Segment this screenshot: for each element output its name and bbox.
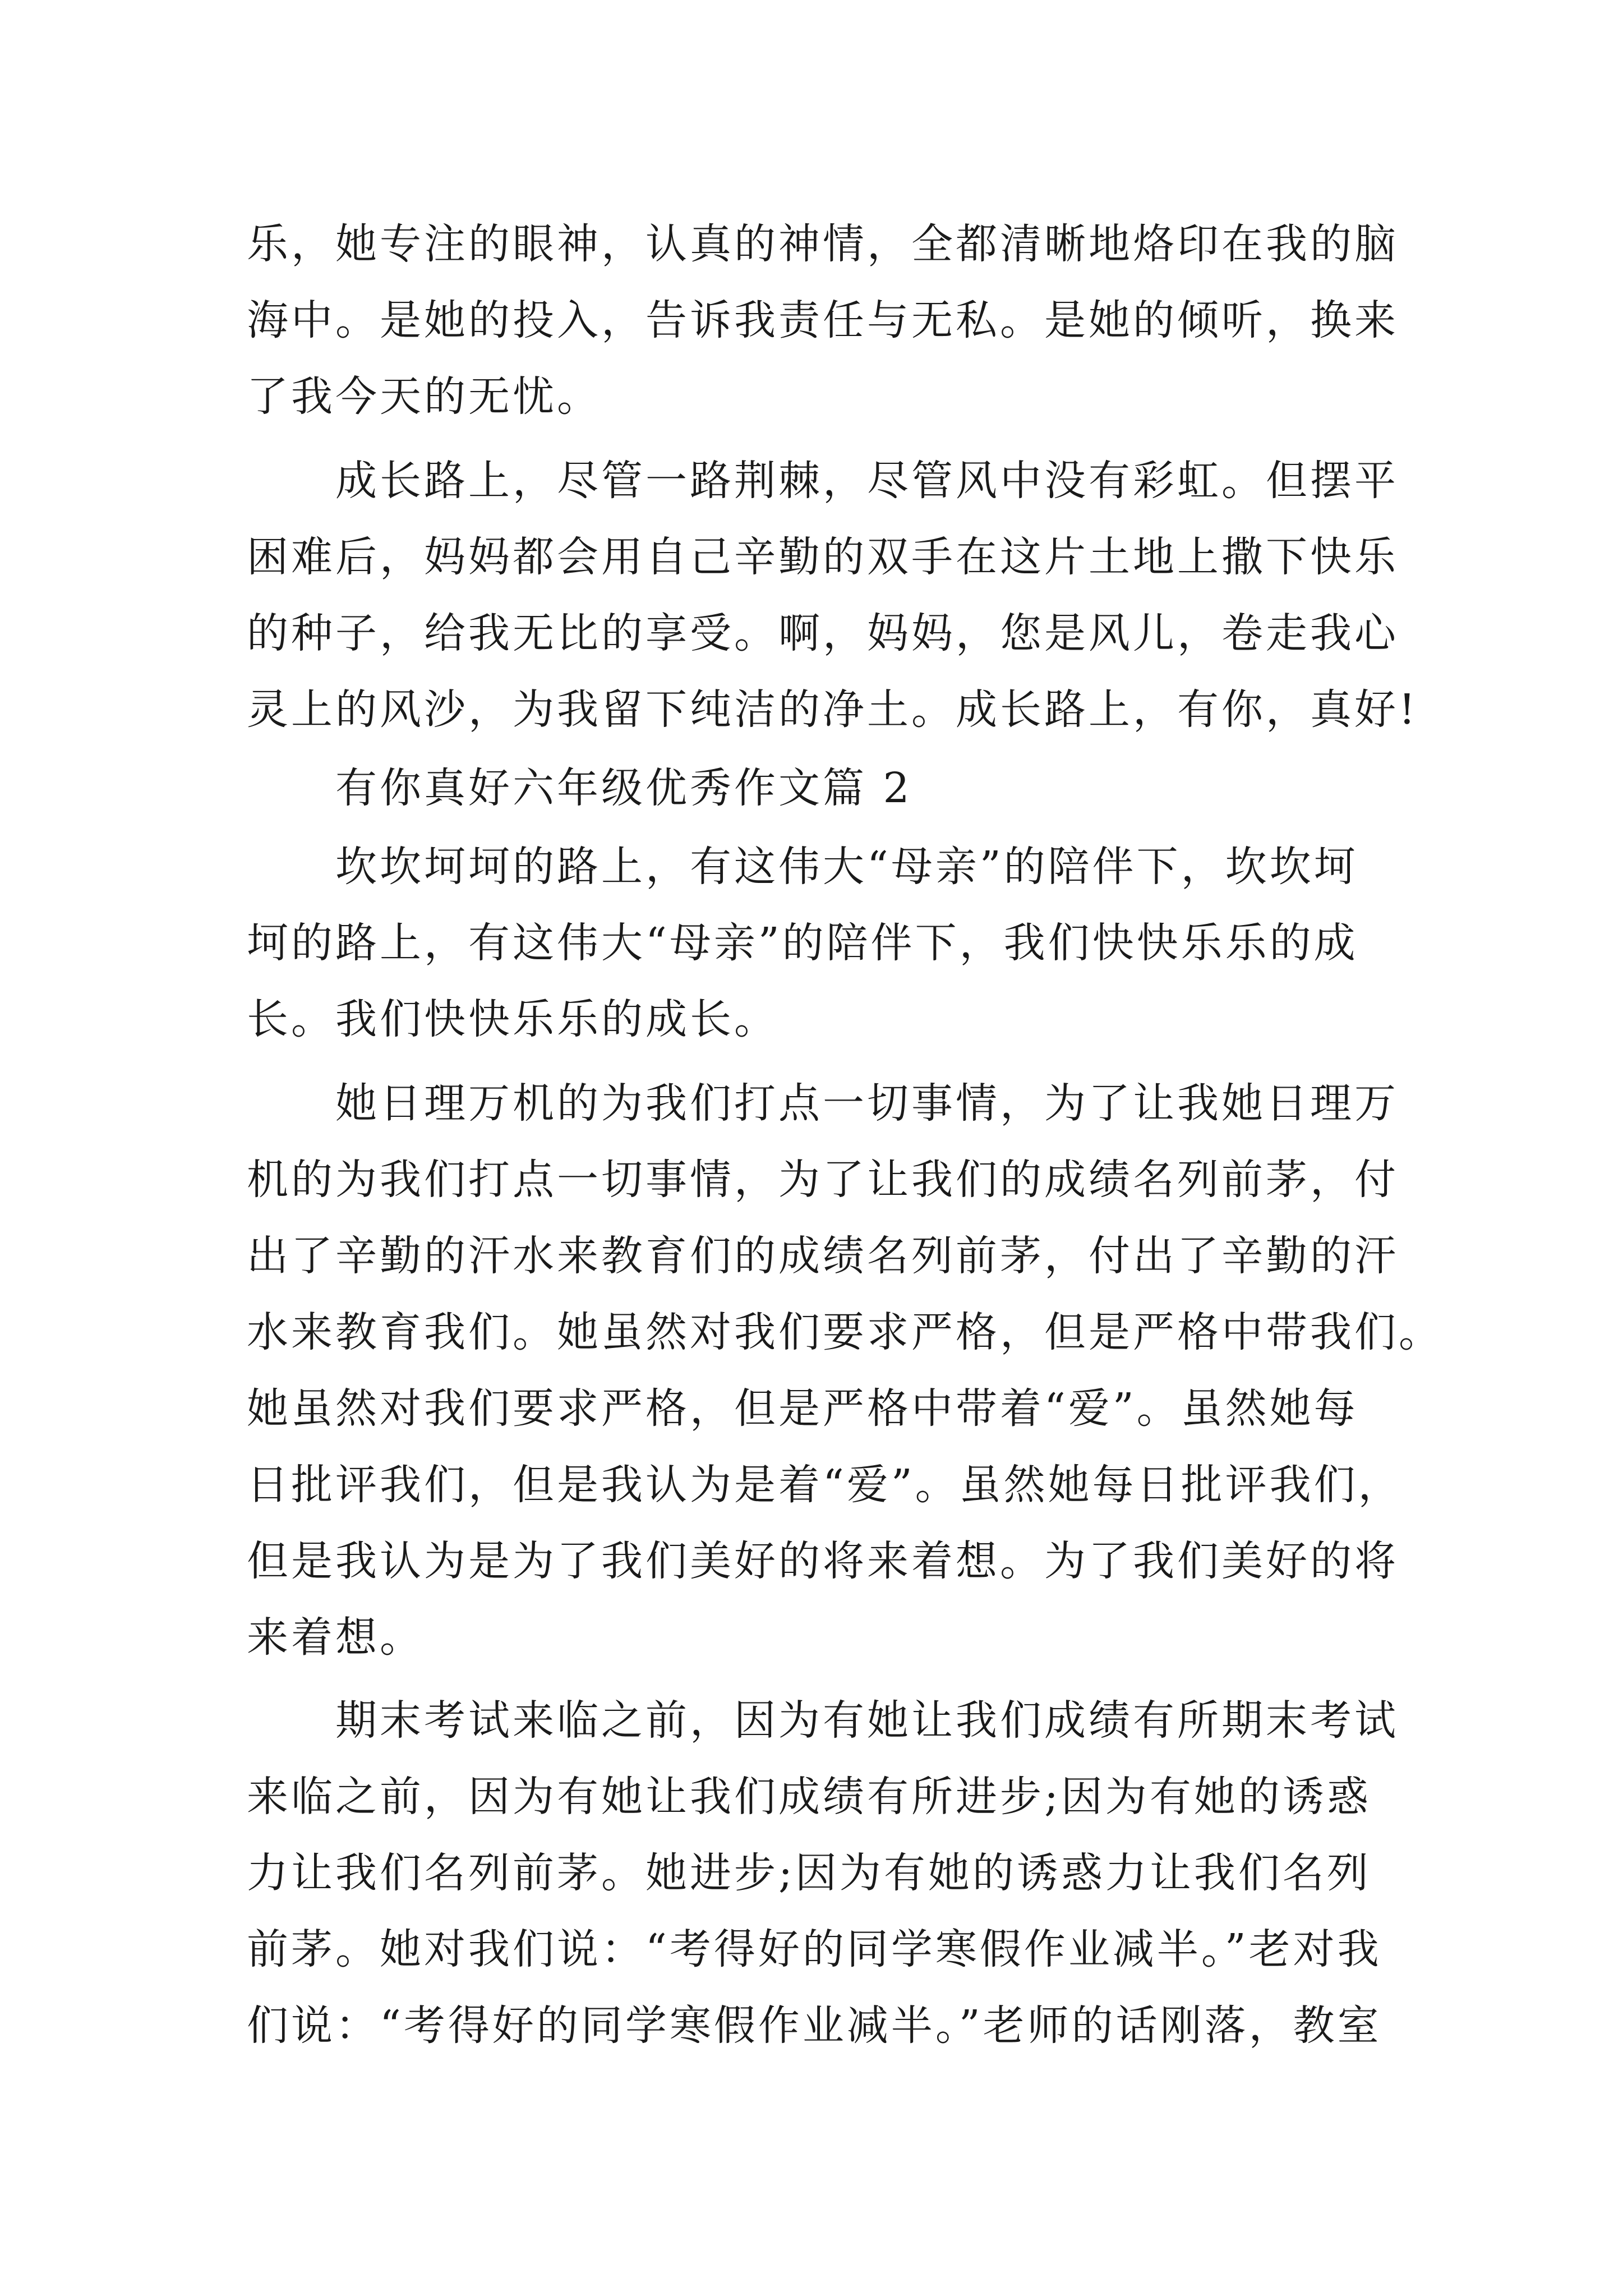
text-line: 灵上的风沙，为我留下纯洁的净土。成长路上，有你，真好! [247, 685, 1418, 734]
text-line: 成长路上，尽管一路荆棘，尽管风中没有彩虹。但摆平 [335, 457, 1399, 505]
text-line: 力让我们名列前茅。她进步;因为有她的诱惑力让我们名列 [247, 1849, 1371, 1897]
text-line: 们说：“考得好的同学寒假作业减半。”老师的话刚落，教室 [247, 2001, 1382, 2050]
text-line: 水来教育我们。她虽然对我们要求严格，但是严格中带我们。 [247, 1308, 1443, 1356]
text-line: 来着想。 [247, 1613, 424, 1662]
text-line: 海中。是她的投入，告诉我责任与无私。是她的倾听，换来 [247, 296, 1399, 344]
text-line: 乐，她专注的眼神，认真的神情，全都清晰地烙印在我的脑 [247, 220, 1399, 268]
text-line: 她日理万机的为我们打点一切事情，为了让我她日理万 [335, 1079, 1399, 1128]
text-line: 长。我们快快乐乐的成长。 [247, 995, 778, 1043]
text-line: 期末考试来临之前，因为有她让我们成绩有所期末考试 [335, 1696, 1399, 1745]
text-line: 机的为我们打点一切事情，为了让我们的成绩名列前茅，付 [247, 1156, 1399, 1204]
text-line: 坎坎坷坷的路上，有这伟大“母亲”的陪伴下，坎坎坷 [335, 843, 1358, 891]
text-line: 但是我认为是为了我们美好的将来着想。为了我们美好的将 [247, 1537, 1399, 1585]
section-heading: 有你真好六年级优秀作文篇 2 [335, 764, 912, 812]
text-line: 她虽然对我们要求严格，但是严格中带着“爱”。虽然她每 [247, 1384, 1358, 1433]
text-line: 前茅。她对我们说：“考得好的同学寒假作业减半。”老对我 [247, 1925, 1382, 1973]
text-line: 来临之前，因为有她让我们成绩有所进步;因为有她的诱惑 [247, 1773, 1371, 1821]
text-line: 日批评我们，但是我认为是着“爱”。虽然她每日批评我们， [247, 1461, 1403, 1509]
text-line: 出了辛勤的汗水来教育们的成绩名列前茅，付出了辛勤的汗 [247, 1232, 1399, 1280]
text-line: 坷的路上，有这伟大“母亲”的陪伴下，我们快快乐乐的成 [247, 919, 1358, 967]
text-line: 困难后，妈妈都会用自己辛勤的双手在这片土地上撒下快乐 [247, 533, 1399, 581]
text-line: 了我今天的无忧。 [247, 372, 601, 421]
text-line: 的种子，给我无比的享受。啊，妈妈，您是风儿，卷走我心 [247, 609, 1399, 657]
